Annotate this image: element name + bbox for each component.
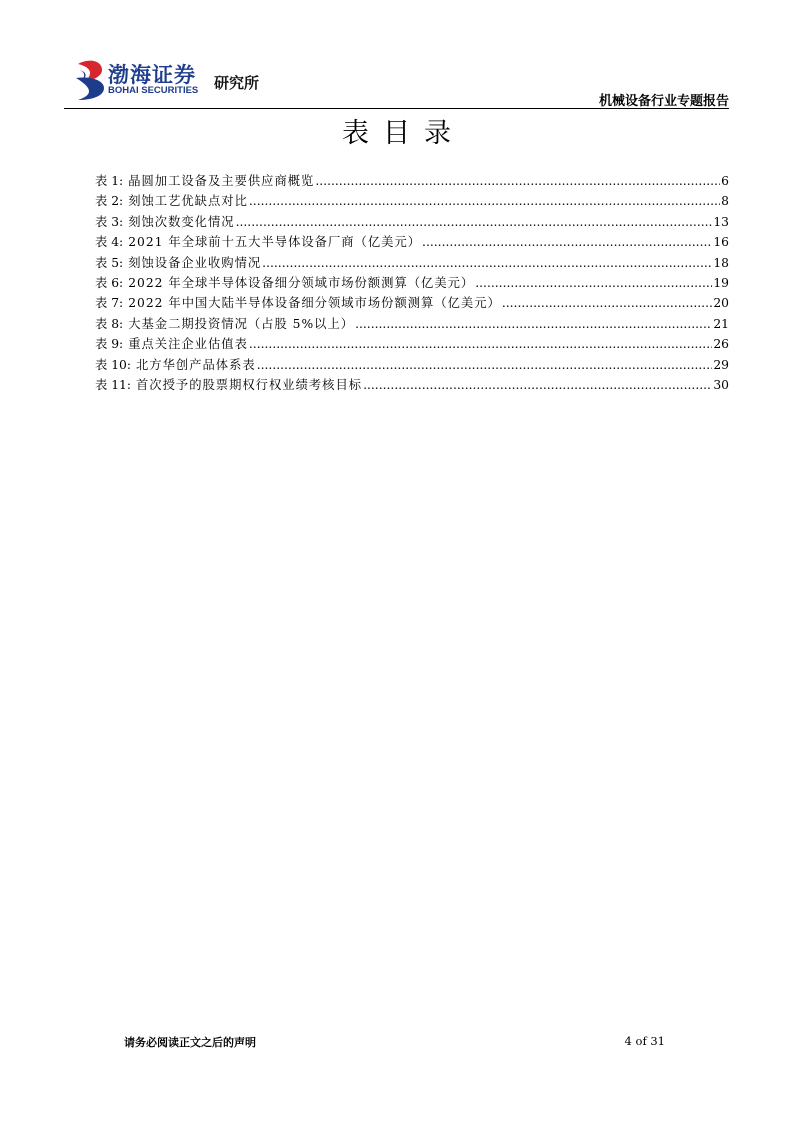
toc-title: 刻蚀次数变化情况 [128, 214, 235, 229]
toc-leader [475, 276, 712, 290]
toc-leader [257, 358, 713, 372]
toc-title: 2022 年全球半导体设备细分领域市场份额测算（亿美元） [128, 275, 475, 290]
toc-leader [315, 174, 720, 188]
toc-title: 刻蚀设备企业收购情况 [128, 255, 262, 270]
toc-entry[interactable] [95, 171, 729, 191]
toc-title: 重点关注企业估值表 [128, 337, 248, 352]
toc-label: 表 3: [95, 214, 124, 229]
toc-label: 表 9: [95, 337, 124, 352]
page-title: 表目录 [342, 118, 465, 149]
toc-label: 表 6: [95, 275, 124, 290]
toc-label: 表 8: [95, 316, 124, 331]
toc-leader [236, 215, 713, 229]
toc-leader [262, 256, 712, 270]
toc-entry[interactable] [95, 375, 729, 395]
toc-label: 表 5: [95, 255, 124, 270]
toc-page: 18 [713, 255, 729, 270]
toc-leader [249, 337, 712, 351]
toc-page: 29 [713, 357, 729, 372]
table-of-contents [95, 171, 729, 395]
bohai-logo-icon [74, 58, 108, 102]
toc-label: 表 11: [95, 377, 131, 392]
page-number: 4 of 31 [624, 1034, 665, 1048]
toc-leader [502, 296, 713, 310]
toc-leader [363, 378, 712, 392]
toc-label: 表 2: [95, 194, 124, 209]
toc-entry[interactable] [95, 191, 729, 211]
institute-label: 研究所 [214, 74, 260, 92]
toc-page: 26 [713, 337, 729, 352]
toc-label: 表 7: [95, 296, 124, 311]
toc-entry[interactable] [95, 334, 729, 354]
toc-title: 北方华创产品体系表 [136, 357, 256, 372]
toc-page: 16 [713, 235, 729, 250]
toc-label: 表 10: [95, 357, 131, 372]
toc-leader [249, 194, 720, 208]
toc-entry[interactable] [95, 314, 729, 334]
logo-english-name: BOHAI SECURITIES [108, 85, 199, 96]
toc-page: 13 [713, 214, 729, 229]
toc-entry[interactable] [95, 212, 729, 232]
toc-page: 6 [721, 174, 729, 188]
toc-leader [355, 317, 712, 331]
toc-title: 刻蚀工艺优缺点对比 [128, 194, 248, 209]
toc-title: 首次授予的股票期权行权业绩考核目标 [136, 377, 363, 392]
toc-title: 大基金二期投资情况（占股 5%以上） [128, 316, 355, 331]
header-divider [64, 108, 729, 109]
toc-entry[interactable] [95, 232, 729, 252]
toc-entry[interactable] [95, 293, 729, 313]
toc-page: 20 [713, 296, 729, 311]
toc-title: 2021 年全球前十五大半导体设备厂商（亿美元） [128, 235, 422, 250]
disclaimer-note: 请务必阅读正文之后的声明 [124, 1036, 256, 1049]
toc-page: 21 [713, 316, 729, 331]
toc-page: 30 [713, 377, 729, 392]
toc-title: 晶圆加工设备及主要供应商概览 [128, 174, 315, 188]
toc-entry[interactable] [95, 253, 729, 273]
logo-chinese-name: 渤海证券 [108, 63, 196, 87]
toc-label: 表 1: [95, 174, 124, 188]
toc-entry[interactable] [95, 273, 729, 293]
toc-page: 8 [721, 194, 729, 209]
report-type: 机械设备行业专题报告 [598, 94, 729, 109]
toc-entry[interactable] [95, 355, 729, 375]
toc-title: 2022 年中国大陆半导体设备细分领域市场份额测算（亿美元） [128, 296, 501, 311]
toc-label: 表 4: [95, 235, 124, 250]
bohai-securities-logo [74, 58, 284, 104]
toc-leader [422, 235, 712, 249]
toc-page: 19 [713, 275, 729, 290]
